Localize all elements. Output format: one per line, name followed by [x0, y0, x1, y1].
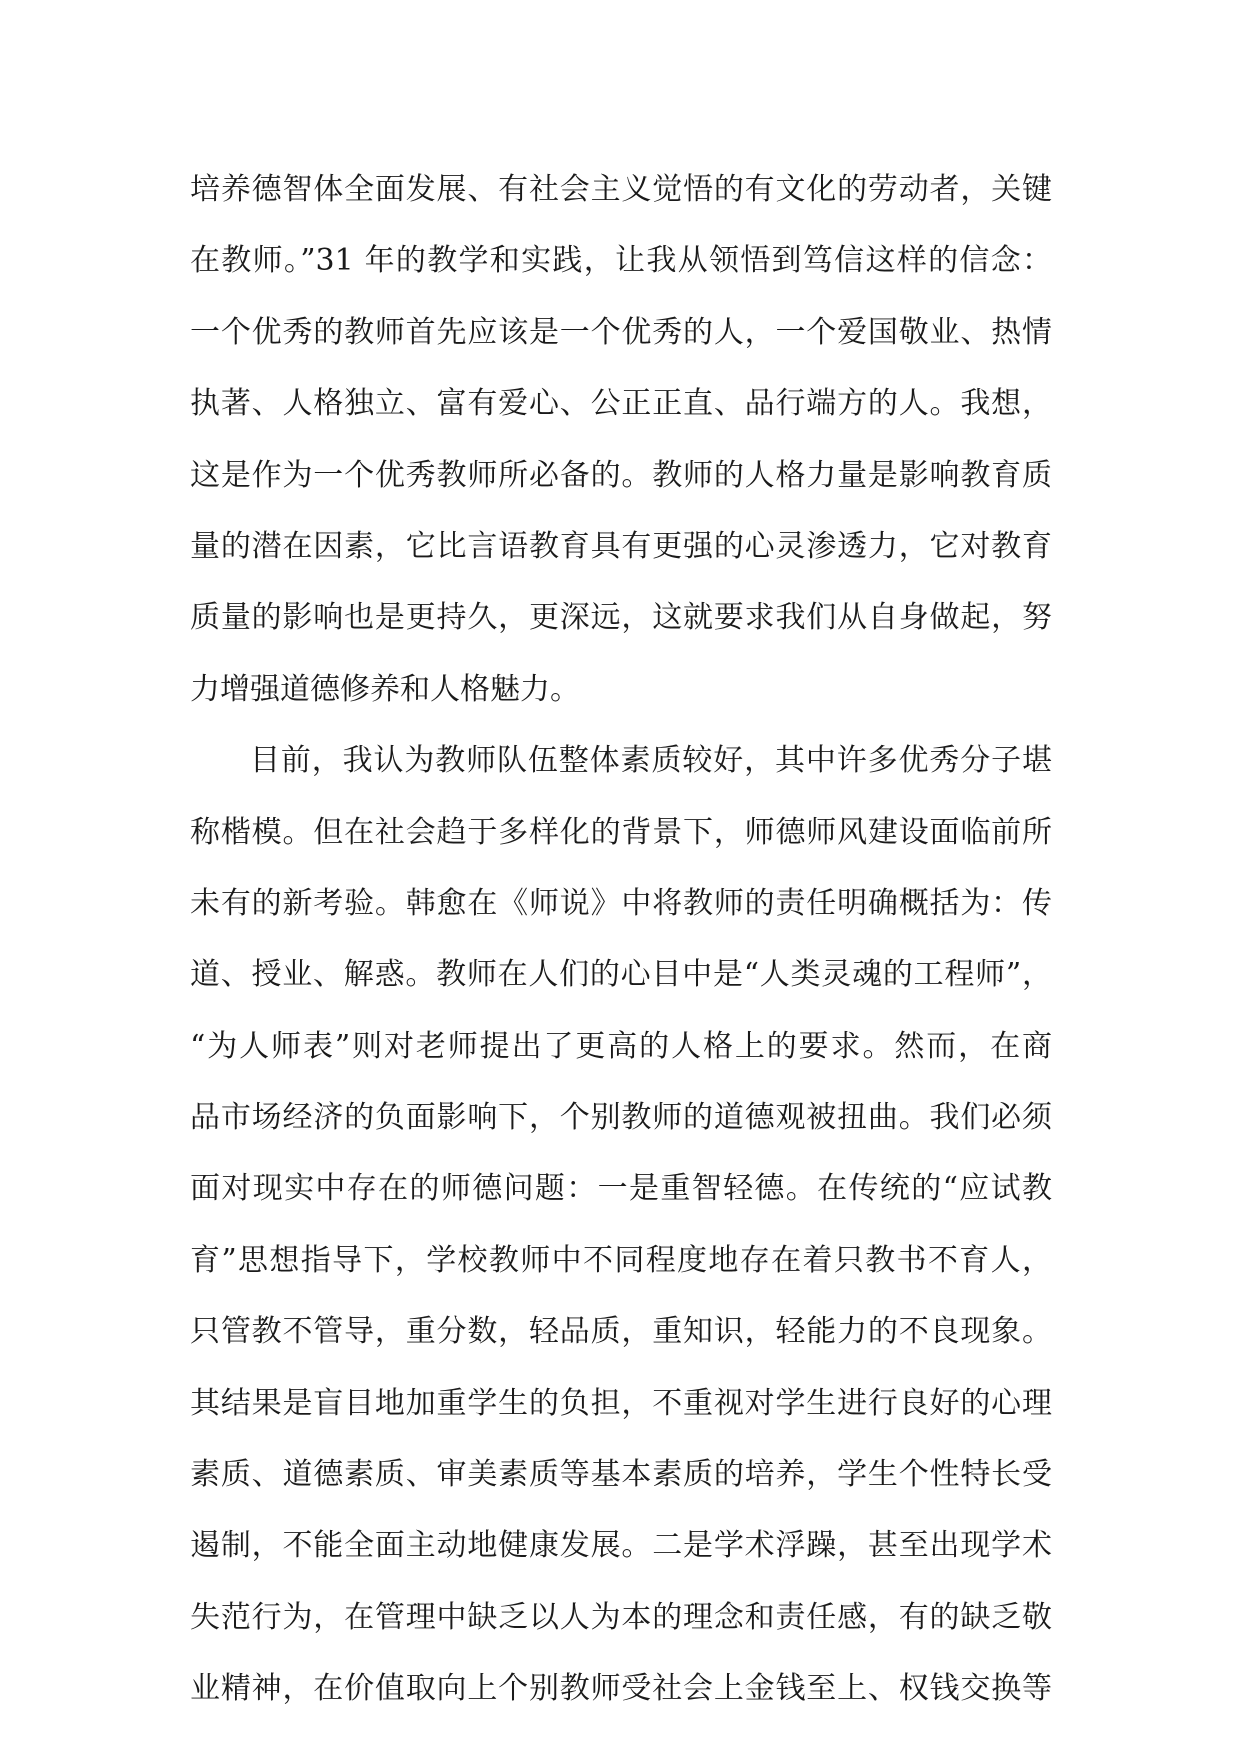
text-line: 失范行为，在管理中缺乏以人为本的理念和责任感，有的缺乏敬 — [190, 1599, 1052, 1635]
text-line: 道、授业、解惑。教师在人们的心目中是“人类灵魂的工程师”， — [190, 957, 1052, 993]
text-line: 在教师。”31 年的教学和实践，让我从领悟到笃信这样的信念： — [190, 243, 1052, 279]
paragraph-2 — [190, 725, 1052, 1724]
body-text — [190, 154, 1052, 1725]
text-line: 面对现实中存在的师德问题：一是重智轻德。在传统的“应试教 — [190, 1171, 1052, 1207]
text-line: 目前，我认为教师队伍整体素质较好，其中许多优秀分子堪 — [250, 743, 1052, 779]
text-line: 培养德智体全面发展、有社会主义觉悟的有文化的劳动者，关键 — [190, 172, 1052, 207]
text-line: 这是作为一个优秀教师所必备的。教师的人格力量是影响教育质 — [190, 457, 1052, 493]
text-line: 其结果是盲目地加重学生的负担，不重视对学生进行良好的心理 — [190, 1385, 1052, 1421]
text-line: 称楷模。但在社会趋于多样化的背景下，师德师风建设面临前所 — [190, 814, 1052, 850]
text-line: 业精神，在价值取向上个别教师受社会上金钱至上、权钱交换等 — [190, 1671, 1052, 1707]
text-line: 一个优秀的教师首先应该是一个优秀的人，一个爱国敬业、热情 — [190, 314, 1052, 350]
text-line: 素质、道德素质、审美素质等基本素质的培养，学生个性特长受 — [190, 1457, 1052, 1493]
text-line: 执著、人格独立、富有爱心、公正正直、品行端方的人。我想， — [190, 386, 1052, 422]
text-line: 量的潜在因素，它比言语教育具有更强的心灵渗透力，它对教育 — [190, 528, 1052, 564]
text-line: 质量的影响也是更持久，更深远，这就要求我们从自身做起，努 — [190, 600, 1052, 636]
text-line: 品市场经济的负面影响下，个别教师的道德观被扭曲。我们必须 — [190, 1100, 1052, 1136]
text-line: 遏制，不能全面主动地健康发展。二是学术浮躁，甚至出现学术 — [190, 1528, 1052, 1564]
text-line: 育”思想指导下，学校教师中不同程度地存在着只教书不育人， — [190, 1242, 1052, 1278]
text-line: 力增强道德修养和人格魅力。 — [190, 671, 580, 707]
text-line: 未有的新考验。韩愈在《师说》中将教师的责任明确概括为：传 — [190, 885, 1052, 921]
text-line: 只管教不管导，重分数，轻品质，重知识，轻能力的不良现象。 — [190, 1314, 1052, 1350]
text-line: “为人师表”则对老师提出了更高的人格上的要求。然而，在商 — [190, 1028, 1052, 1064]
paragraph-1 — [190, 154, 1052, 725]
